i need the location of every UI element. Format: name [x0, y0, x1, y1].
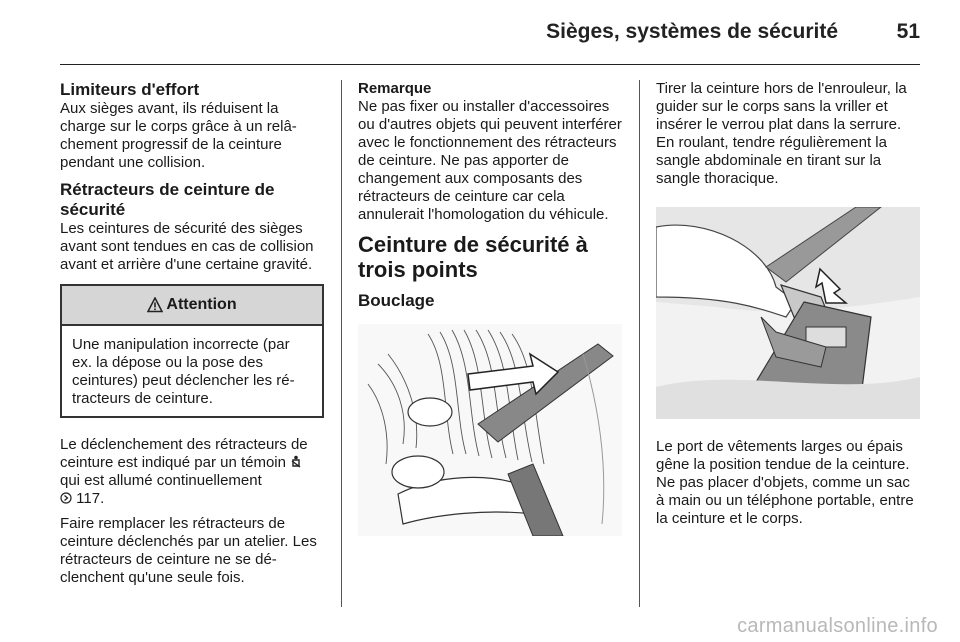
attention-box — [60, 284, 324, 418]
attention-text: Une manipulation incorrecte (par ex. la dépose ou la pose des ceintures) peut déclencher les rétracteurs de ceinture. — [72, 336, 295, 407]
seatbelt-warning-icon — [290, 455, 302, 469]
remarque-title: Remarque — [358, 80, 432, 97]
paragraph-limiteurs: Aux sièges avant, ils réduisent la charge sur le corps grâce à un relâchement progressif de la ceinture pendant une collision. — [60, 100, 297, 171]
column-divider — [639, 80, 640, 607]
paragraph-port-vetements: Le port de vêtements larges ou épais gêne la position tendue de la ceinture. Ne pas placer d'objets, comme un sac à main ou un téléphone portable, entre la ceinture et le corps. — [656, 438, 914, 527]
remarque-text: Ne pas fixer ou installer d'accessoires ou d'autres objets qui peuvent interférer avec le fonctionnement des rétracteurs de ceinture. Ne pas apporter de changement aux composants des rétracteurs de ceinture car cela annulerait l'homologation du véhicule. — [358, 98, 622, 223]
section-title: Sièges, systèmes de sécurité — [546, 20, 838, 43]
paragraph-remplacer: Faire remplacer les rétracteurs de ceinture déclenchés par un atelier. Les rétracteurs de ceinture ne se déclenchent qu'une seule fois. — [60, 515, 317, 586]
paragraph-tirer: Tirer la ceinture hors de l'enrouleur, la guider sur le corps sans la vriller et insérer le verrou plat dans la serrure. En roulant, tendre régulièrement la sangle abdominale en tirant sur la sangle thoracique. — [656, 80, 907, 187]
heading-limiteurs: Limiteurs d'effort — [60, 80, 200, 99]
paragraph-retracteurs: Les ceintures de sécurité des sièges avant sont tendues en cas de collision avant et arrière d'une certaine gravité. — [60, 220, 314, 273]
attention-title: Attention — [166, 296, 237, 313]
warning-triangle-icon — [147, 297, 163, 313]
heading-bouclage: Bouclage — [358, 291, 435, 310]
paragraph-declenchement — [60, 436, 324, 508]
illustration-latch-insertion — [656, 207, 920, 419]
column-right — [656, 80, 922, 612]
heading-ceinture-trois-points: Ceinture de sécurité à trois points — [358, 232, 588, 282]
attention-header — [62, 286, 322, 326]
page-number: 51 — [896, 20, 920, 43]
reference-arrow-icon — [60, 491, 72, 505]
column-divider — [341, 80, 342, 607]
column-middle — [358, 80, 622, 612]
page-reference-link[interactable]: 117. — [76, 490, 105, 507]
page-header — [60, 0, 920, 65]
illustration-buckling-belt — [358, 324, 622, 536]
heading-retracteurs: Rétracteurs de ceinture de sécurité — [60, 180, 275, 219]
column-left — [60, 80, 324, 612]
watermark-text: carmanualsonline.info — [737, 615, 938, 637]
declenchement-text-a: Le déclenchement des rétracteurs de ceinture est indiqué par un témoin — [60, 436, 308, 471]
declenchement-text-b: qui est allumé continuellement — [60, 472, 262, 489]
